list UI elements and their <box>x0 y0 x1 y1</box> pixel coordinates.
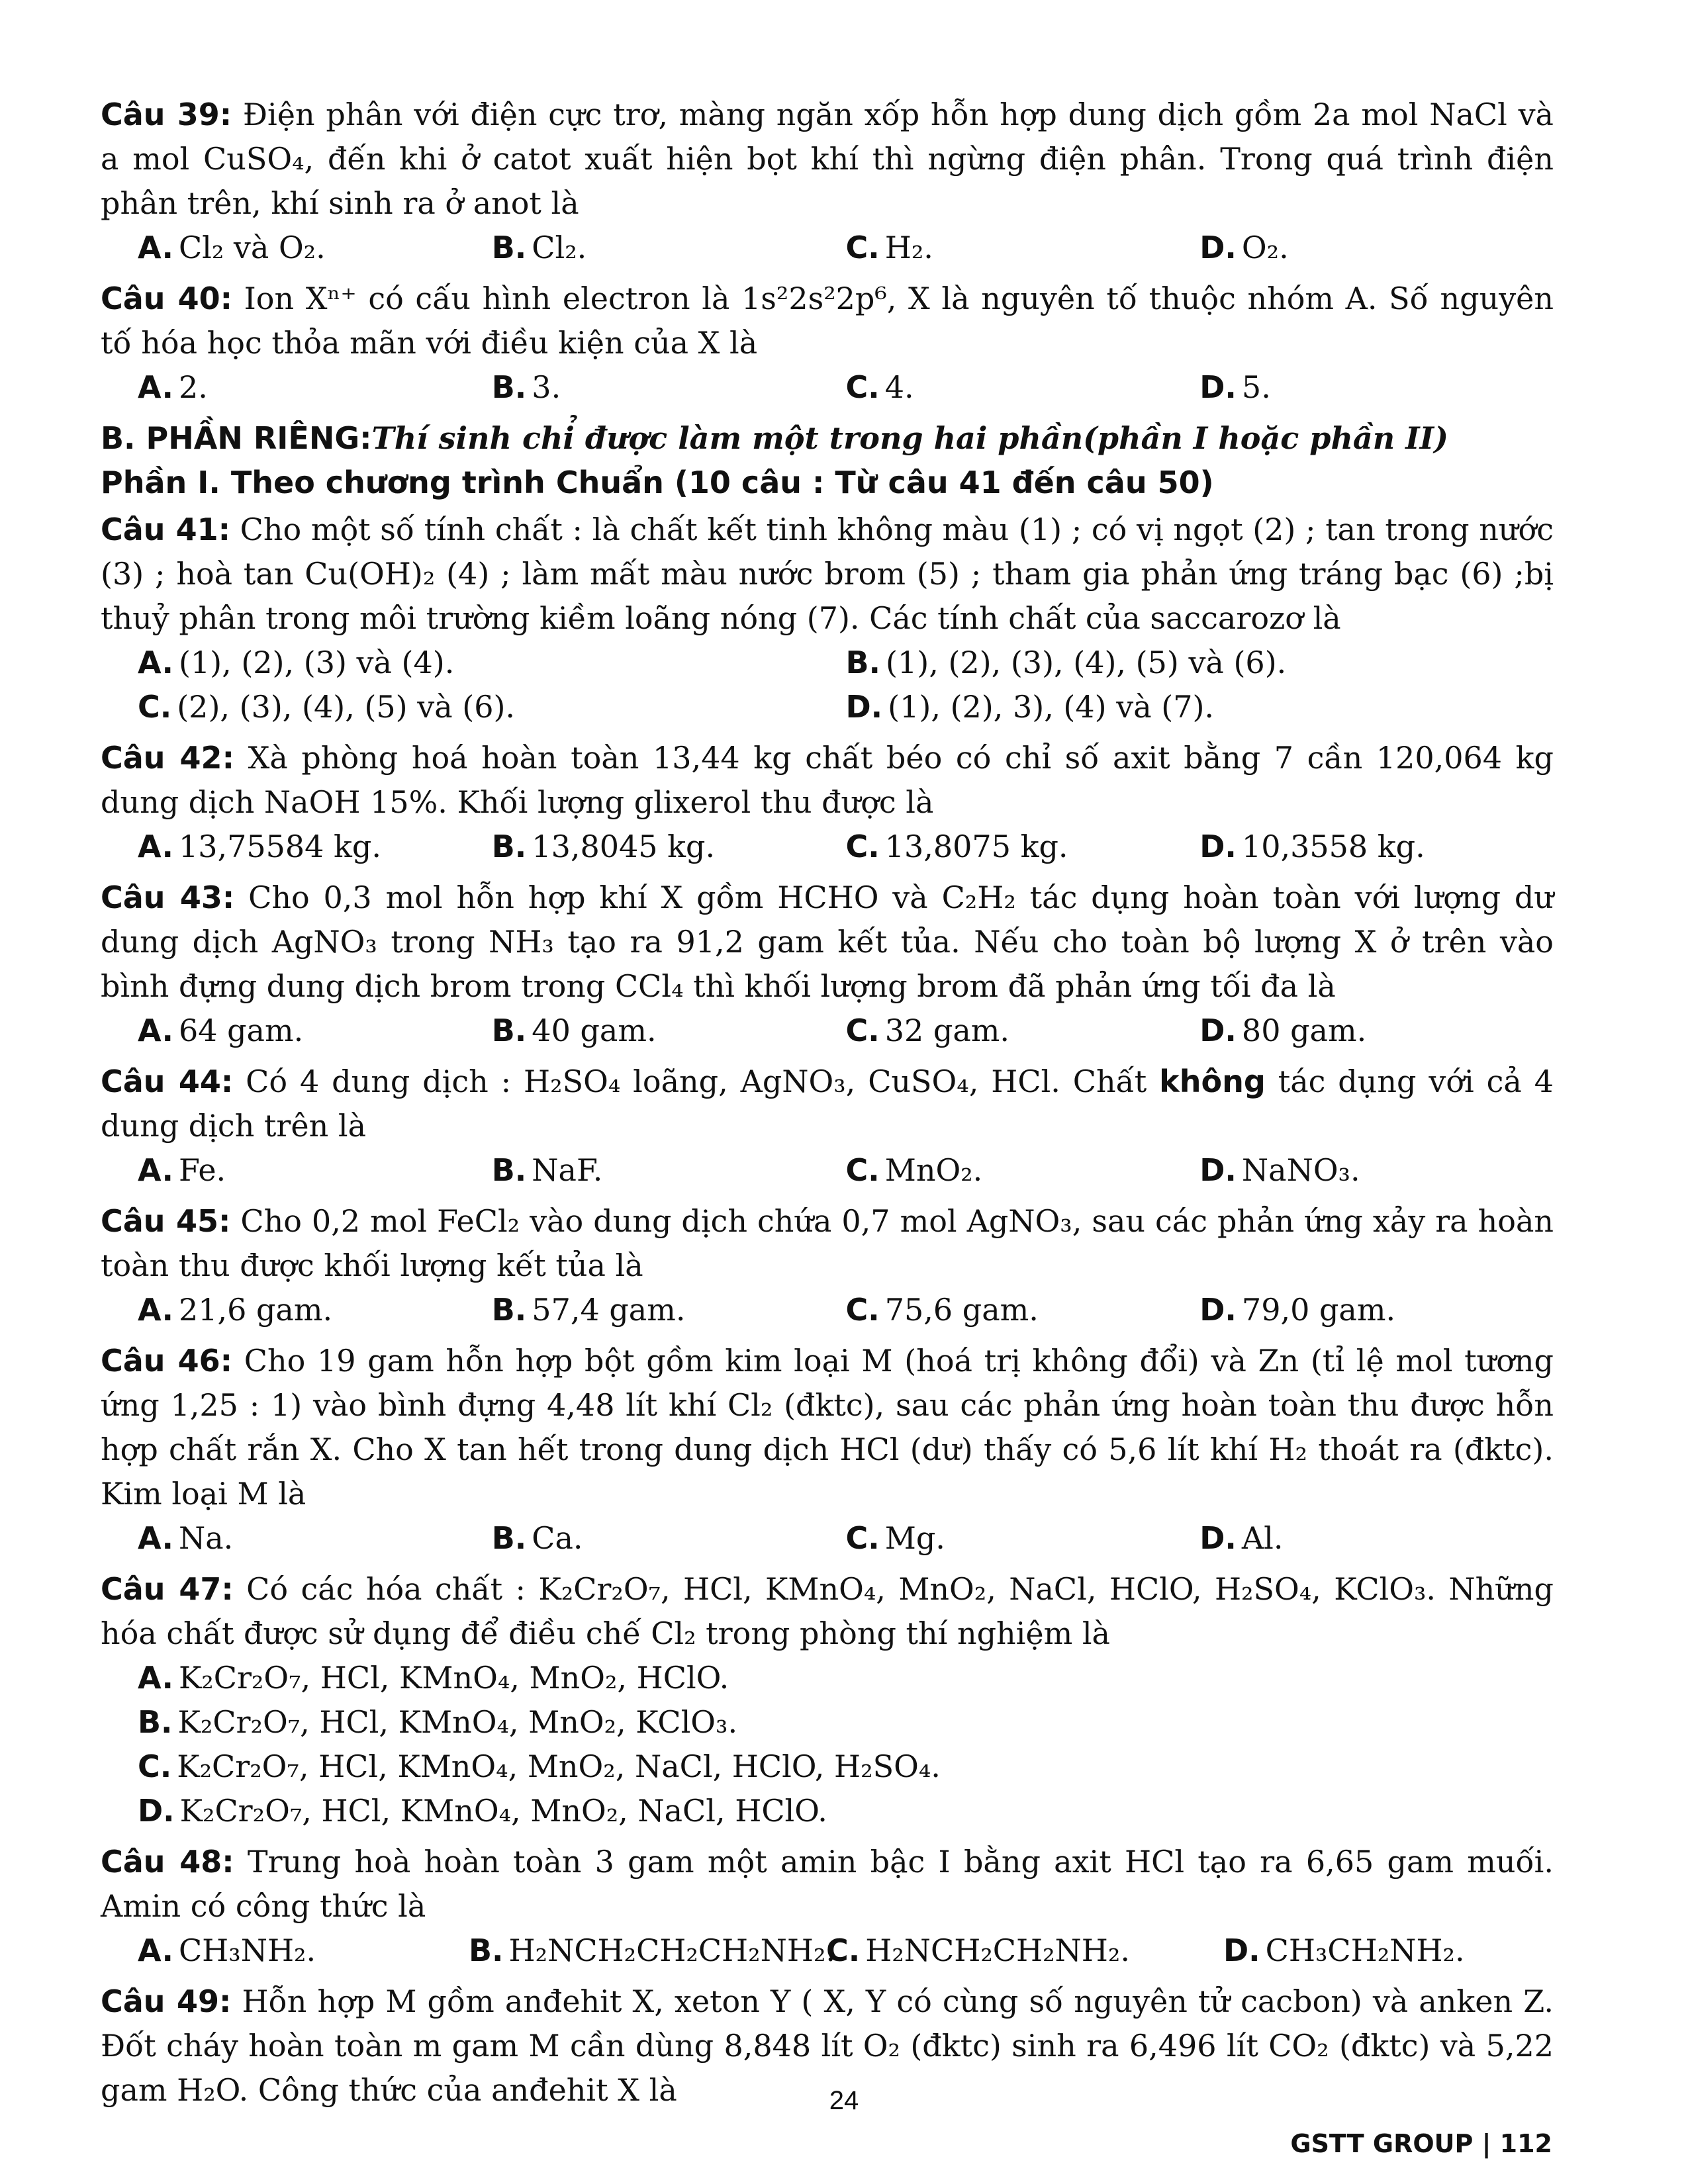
option: A. 64 gam. <box>138 1013 304 1048</box>
option: D. 80 gam. <box>1199 1013 1367 1048</box>
option: D. 10,3558 kg. <box>1199 829 1425 864</box>
option: C. 75,6 gam. <box>845 1292 1039 1328</box>
question-46: Câu 46: Cho 19 gam hỗn hợp bột gồm kim loại M (hoá trị không đổi) và Zn (tỉ lệ mol tương ứng 1,25 : 1) vào bình đựng 4,48 lít khí Cl₂ (đktc), sau các phản ứng hoàn toàn thu được hỗn hợp chất rắn X. Cho X tan hết trong dung dịch HCl (dư) thấy có 5,6 lít khí H₂ thoát ra (đktc). Kim loại M là <box>101 1343 1554 1512</box>
question-40: Câu 40: Ion Xⁿ⁺ có cấu hình electron là 1s²2s²2p⁶, X là nguyên tố thuộc nhóm A. Số nguyên tố hóa học thỏa mãn với điều kiện của X là <box>101 281 1554 361</box>
question-47: Câu 47: Có các hóa chất : K₂Cr₂O₇, HCl, KMnO₄, MnO₂, NaCl, HClO, H₂SO₄, KClO₃. Những hóa chất được sử dụng để điều chế Cl₂ trong phòng thí nghiệm là <box>101 1571 1554 1651</box>
options-48 <box>101 1929 1554 1973</box>
options-40 <box>101 365 1554 410</box>
section-b-heading: B. PHẦN RIÊNG:Thí sinh chỉ được làm một trong hai phần(phần I hoặc phần II) <box>101 420 1448 456</box>
option: C. 13,8075 kg. <box>845 829 1068 864</box>
option: A. Na. <box>138 1520 234 1556</box>
option: A. 2. <box>138 369 208 405</box>
question-45: Câu 45: Cho 0,2 mol FeCl₂ vào dung dịch chứa 0,7 mol AgNO₃, sau các phản ứng xảy ra hoàn toàn thu được khối lượng kết tủa là <box>101 1203 1554 1283</box>
option: A. 21,6 gam. <box>138 1292 333 1328</box>
option: B. 40 gam. <box>491 1013 657 1048</box>
options-39 <box>101 226 1554 270</box>
option: C. (2), (3), (4), (5) và (6). <box>138 689 516 725</box>
question-49: Câu 49: Hỗn hợp M gồm anđehit X, xeton Y ( X, Y có cùng số nguyên tử cacbon) và anken Z. Đốt cháy hoàn toàn m gam M cần dùng 8,848 lít O₂ (đktc) sinh ra 6,496 lít CO₂ (đktc) và 5,22 gam H₂O. Công thức của anđehit X là <box>101 1983 1554 2108</box>
option: A. Fe. <box>138 1152 226 1188</box>
option: B. 13,8045 kg. <box>491 829 716 864</box>
options-45 <box>101 1288 1554 1332</box>
options-44 <box>101 1148 1554 1193</box>
options-47 <box>101 1656 1554 1833</box>
option: D. (1), (2), 3), (4) và (7). <box>845 689 1215 725</box>
option: A. (1), (2), (3) và (4). <box>138 645 455 680</box>
option: B. H₂NCH₂CH₂CH₂NH₂. <box>469 1933 836 1968</box>
question-44: Câu 44: Có 4 dung dịch : H₂SO₄ loãng, AgNO₃, CuSO₄, HCl. Chất không tác dụng với cả 4 dung dịch trên là <box>101 1064 1554 1144</box>
options-43 <box>101 1009 1554 1053</box>
option: C. MnO₂. <box>845 1152 983 1188</box>
option: D. O₂. <box>1199 230 1289 265</box>
option: A. 13,75584 kg. <box>138 829 381 864</box>
option: C. H₂. <box>845 230 933 265</box>
question-41: Câu 41: Cho một số tính chất : là chất kết tinh không màu (1) ; có vị ngọt (2) ; tan trong nước (3) ; hoà tan Cu(OH)₂ (4) ; làm mất màu nước brom (5) ; tham gia phản ứng tráng bạc (6) ;bị thuỷ phân trong môi trường kiềm loãng nóng (7). Các tính chất của saccarozơ là <box>101 512 1554 636</box>
question-42: Câu 42: Xà phòng hoá hoàn toàn 13,44 kg chất béo có chỉ số axit bằng 7 cần 120,064 kg dung dịch NaOH 15%. Khối lượng glixerol thu được là <box>101 740 1554 820</box>
part-1-heading: Phần I. Theo chương trình Chuẩn (10 câu : Từ câu 41 đến câu 50) <box>101 465 1214 500</box>
exam-page <box>101 93 1554 2113</box>
option: A. Cl₂ và O₂. <box>138 230 326 265</box>
option: B. Cl₂. <box>491 230 587 265</box>
option: B. NaF. <box>491 1152 603 1188</box>
option: D. Al. <box>1199 1520 1284 1556</box>
option: C. Mg. <box>845 1520 945 1556</box>
question-39: Câu 39: Điện phân với điện cực trơ, màng ngăn xốp hỗn hợp dung dịch gồm 2a mol NaCl và a mol CuSO₄, đến khi ở catot xuất hiện bọt khí thì ngừng điện phân. Trong quá trình điện phân trên, khí sinh ra ở anot là <box>101 97 1554 221</box>
option: D. 79,0 gam. <box>1199 1292 1396 1328</box>
option: B. K₂Cr₂O₇, HCl, KMnO₄, MnO₂, KClO₃. <box>138 1704 738 1740</box>
option: C. K₂Cr₂O₇, HCl, KMnO₄, MnO₂, NaCl, HClO, H₂SO₄. <box>138 1749 941 1784</box>
options-41 <box>101 641 1554 729</box>
page-number: 24 <box>829 2086 859 2115</box>
option: D. NaNO₃. <box>1199 1152 1360 1188</box>
option: A. K₂Cr₂O₇, HCl, KMnO₄, MnO₂, HClO. <box>138 1660 729 1696</box>
option: C. H₂NCH₂CH₂NH₂. <box>826 1933 1130 1968</box>
option: B. 3. <box>491 369 561 405</box>
option: C. 4. <box>845 369 914 405</box>
footer-label: GSTT GROUP | 112 <box>1290 2129 1552 2158</box>
option: D. 5. <box>1199 369 1271 405</box>
options-42 <box>101 825 1554 869</box>
option: B. (1), (2), (3), (4), (5) và (6). <box>845 645 1287 680</box>
option: D. K₂Cr₂O₇, HCl, KMnO₄, MnO₂, NaCl, HClO. <box>138 1793 827 1829</box>
option: B. Ca. <box>491 1520 583 1556</box>
option: D. CH₃CH₂NH₂. <box>1223 1933 1465 1968</box>
option: B. 57,4 gam. <box>491 1292 686 1328</box>
option: A. CH₃NH₂. <box>138 1933 316 1968</box>
question-43: Câu 43: Cho 0,3 mol hỗn hợp khí X gồm HCHO và C₂H₂ tác dụng hoàn toàn với lượng dư dung dịch AgNO₃ trong NH₃ tạo ra 91,2 gam kết tủa. Nếu cho toàn bộ lượng X ở trên vào bình đựng dung dịch brom trong CCl₄ thì khối lượng brom đã phản ứng tối đa là <box>101 880 1554 1004</box>
option: C. 32 gam. <box>845 1013 1010 1048</box>
question-48: Câu 48: Trung hoà hoàn toàn 3 gam một amin bậc I bằng axit HCl tạo ra 6,65 gam muối. Amin có công thức là <box>101 1844 1554 1924</box>
options-46 <box>101 1516 1554 1561</box>
